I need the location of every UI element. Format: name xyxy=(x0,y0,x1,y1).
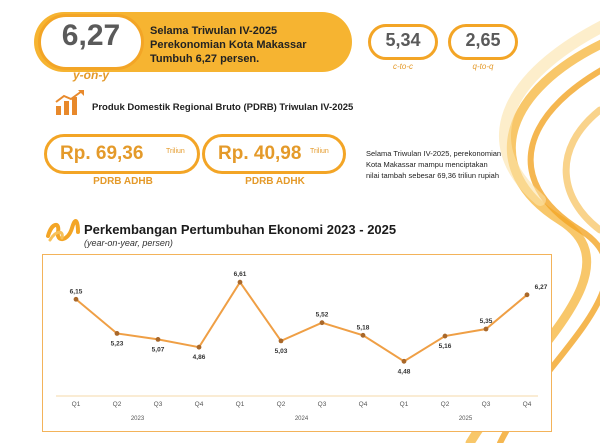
data-label: 6,61 xyxy=(233,271,247,279)
headline-line-3: Tumbuh 6,27 persen. xyxy=(150,53,260,65)
data-point xyxy=(361,333,366,338)
headline-line-1: Selama Triwulan IV-2025 xyxy=(150,25,278,37)
pdrb-note xyxy=(366,148,546,181)
headline-line-2: Perekonomian Kota Makassar xyxy=(150,39,307,51)
qtoq-value: 2,65 xyxy=(465,30,501,50)
x-tick-label: Q4 xyxy=(194,401,204,408)
ribbon-icon xyxy=(46,218,80,244)
x-tick-label: Q2 xyxy=(276,401,286,408)
x-tick-label: Q3 xyxy=(153,401,163,408)
adhb-suffix: Triliun xyxy=(166,148,185,155)
headline-growth-value: 6,27 xyxy=(61,19,121,52)
data-point xyxy=(115,331,120,336)
data-point xyxy=(156,337,161,342)
data-point xyxy=(525,292,530,297)
headline-growth-unit: y-on-y xyxy=(73,68,109,82)
growth-series-line xyxy=(76,282,527,361)
qtoq-unit: q-to-q xyxy=(472,62,494,71)
x-tick-label: Q3 xyxy=(481,401,491,408)
data-point xyxy=(238,280,243,285)
data-label: 6,27 xyxy=(534,283,548,291)
growth-line-chart xyxy=(42,254,552,432)
x-tick-label: Q4 xyxy=(358,401,368,408)
data-point xyxy=(484,327,489,332)
x-tick-label: Q2 xyxy=(112,401,122,408)
ctoc-unit: c-to-c xyxy=(393,62,413,71)
data-point xyxy=(443,334,448,339)
bar-chart-icon xyxy=(54,90,86,116)
adhk-value: Rp. 40,98 xyxy=(218,143,302,164)
data-label: 5,16 xyxy=(438,343,452,351)
data-label: 4,86 xyxy=(192,354,206,362)
data-point xyxy=(320,320,325,325)
chart-title: Perkembangan Pertumbuhan Ekonomi 2023 - 2025 xyxy=(84,222,397,237)
adhb-value: Rp. 69,36 xyxy=(60,143,144,164)
data-label: 4,48 xyxy=(397,368,411,376)
data-point xyxy=(197,345,202,350)
x-tick-label: Q2 xyxy=(440,401,450,408)
x-tick-label: Q4 xyxy=(522,401,532,408)
ctoc-value: 5,34 xyxy=(385,30,421,50)
x-tick-label: Q3 xyxy=(317,401,327,408)
x-tick-label: Q1 xyxy=(399,401,409,408)
year-group-label: 2024 xyxy=(294,416,309,422)
chart-subtitle: (year-on-year, persen) xyxy=(84,238,173,248)
headline-text xyxy=(150,24,340,66)
data-label: 5,35 xyxy=(479,318,493,325)
adhk-label: PDRB ADHK xyxy=(245,176,305,187)
data-point xyxy=(279,338,284,343)
x-tick-label: Q1 xyxy=(235,401,245,408)
year-group-label: 2025 xyxy=(458,416,473,422)
adhb-label: PDRB ADHB xyxy=(93,176,153,187)
data-label: 5,23 xyxy=(110,340,124,348)
x-tick-label: Q1 xyxy=(71,401,81,408)
data-label: 5,52 xyxy=(315,311,329,319)
data-point xyxy=(402,359,407,364)
note-line-2: Kota Makassar mampu menciptakan xyxy=(366,160,488,169)
data-label: 5,03 xyxy=(274,347,288,355)
year-group-label: 2023 xyxy=(130,416,145,422)
data-label: 5,18 xyxy=(356,324,370,332)
data-label: 5,07 xyxy=(151,346,165,354)
data-label: 6,15 xyxy=(69,288,83,296)
note-line-1: Selama Triwulan IV-2025, perekonomian xyxy=(366,149,502,158)
adhk-suffix: Triliun xyxy=(310,148,329,155)
pdrb-title: Produk Domestik Regional Bruto (PDRB) Triwulan IV-2025 xyxy=(92,102,354,113)
data-point xyxy=(74,297,79,302)
note-line-3: nilai tambah sebesar 69,36 triliun rupiah xyxy=(366,171,499,180)
